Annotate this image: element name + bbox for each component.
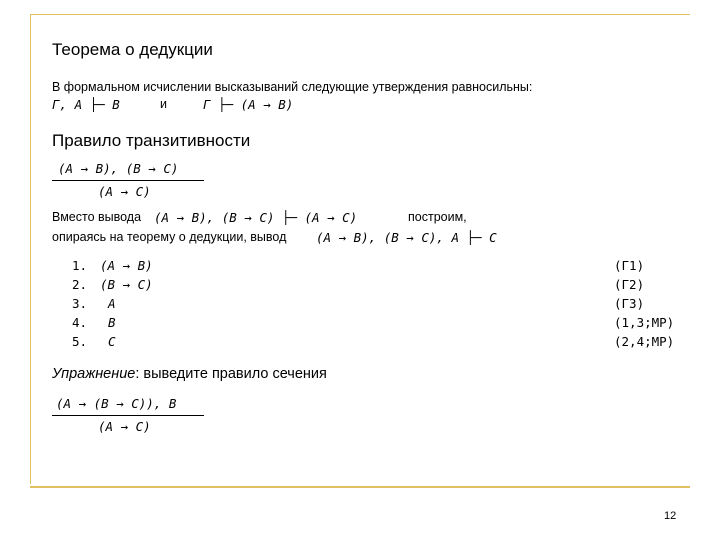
rule-title: Правило транзитивности (52, 131, 251, 150)
equiv-right-formula: Г ├─ (A → B) (203, 97, 294, 112)
text-line1-end: построим, (408, 210, 467, 224)
derivation-step-justification: (Г3) (614, 296, 645, 311)
frame-left-line (30, 14, 31, 484)
equiv-and: и (160, 97, 167, 111)
derivation-step-justification: (Г1) (614, 258, 645, 273)
derivation-step-num: 3. (72, 296, 88, 311)
text-line2-start: опираясь на теорему о дедукции, вывод (52, 230, 287, 244)
derivation-step-formula: B (108, 315, 116, 330)
derivation-step-justification: (Г2) (614, 277, 645, 292)
derivation-step-num: 2. (72, 277, 88, 292)
derivation-step-formula: (A → B) (100, 258, 153, 273)
derivation-step-num: 4. (72, 315, 88, 330)
page-title: Теорема о дедукции (52, 40, 213, 59)
exercise-line (52, 366, 327, 382)
intro-text: В формальном исчислении высказываний следующие утверждения равносильны: (52, 80, 533, 94)
equiv-left-formula: Г, A ├─ B (52, 97, 120, 112)
exercise-premise: (A → (B → C)), B (56, 396, 177, 411)
page-number: 12 (664, 510, 677, 522)
frame-bottom-line (30, 486, 690, 488)
derivation-step-num: 1. (72, 258, 88, 273)
exercise-label: Упражнение (52, 366, 136, 382)
exercise-fraction-line (52, 415, 204, 416)
rule-conclusion: (A → C) (98, 184, 151, 199)
exercise-conclusion: (A → C) (98, 419, 151, 434)
rule-fraction-line (52, 180, 204, 181)
frame-top-line (30, 14, 690, 15)
rule-premise: (A → B), (B → C) (58, 161, 179, 176)
text-line2-formula: (A → B), (B → C), A ├─ C (316, 230, 497, 245)
derivation-step-num: 5. (72, 334, 88, 349)
text-line1-formula: (A → B), (B → C) ├─ (A → C) (154, 210, 358, 225)
derivation-step-formula: (B → C) (100, 277, 153, 292)
derivation-step-formula: A (108, 296, 116, 311)
derivation-step-justification: (1,3;MP) (614, 315, 675, 330)
derivation-step-formula: C (108, 334, 116, 349)
exercise-text: : выведите правило сечения (135, 366, 327, 382)
text-line1-start: Вместо вывода (52, 210, 142, 224)
derivation-step-justification: (2,4;MP) (614, 334, 675, 349)
